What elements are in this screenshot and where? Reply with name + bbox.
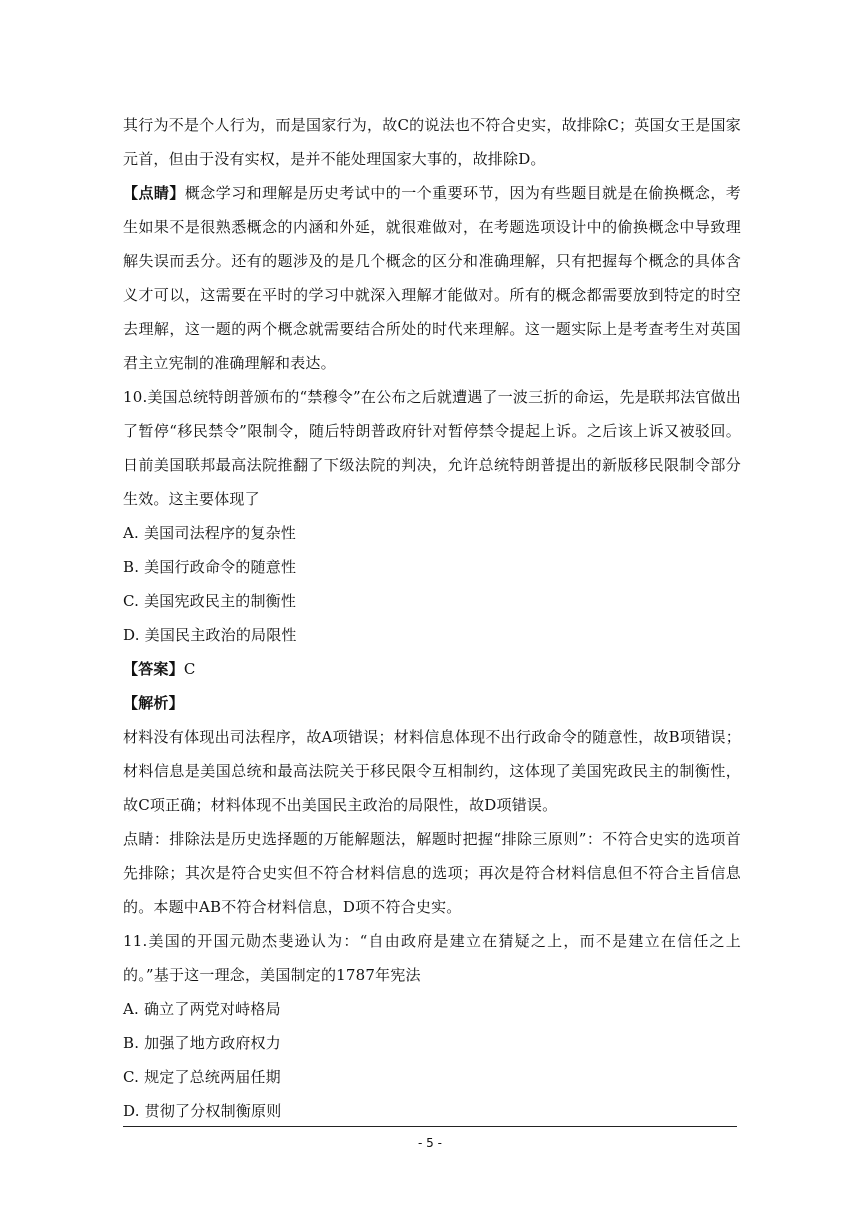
question-11-stem: 11.美国的开国元勋杰斐逊认为：“自由政府是建立在猜疑之上，而不是建立在信任之上的。”基于这一理念，美国制定的1787年宪法 xyxy=(123,932,741,984)
question-10-analysis: 材料没有体现出司法程序，故A项错误；材料信息体现不出行政命令的随意性，故B项错误；材料信息是美国总统和最高法院关于移民限令互相制约，这体现了美国宪政民主的制衡性，故C项正确；材料体现不出美国民主政治的局限性，故D项错误。 xyxy=(123,728,741,814)
analysis-label: 【解析】 xyxy=(123,694,184,712)
tip-label: 【点睛】 xyxy=(123,184,185,202)
page-number: - 5 - xyxy=(418,1136,442,1150)
footer-divider xyxy=(123,1126,737,1127)
question-10-tip: 点睛：排除法是历史选择题的万能解题法，解题时把握“排除三原则”：不符合史实的选项首先排除；其次是符合史实但不符合材料信息的选项；再次是符合材料信息但不符合主旨信息的。本题中AB不符合材料信息，D项不符合史实。 xyxy=(123,830,741,916)
question-10-option-c: C. 美国宪政民主的制衡性 xyxy=(123,592,297,610)
answer-value: C xyxy=(183,660,196,678)
question-10-option-a: A. 美国司法程序的复杂性 xyxy=(123,524,296,542)
page-content xyxy=(123,108,741,1128)
tip-paragraph xyxy=(123,176,741,380)
question-10-stem: 10.美国总统特朗普颁布的“禁穆令”在公布之后就遭遇了一波三折的命运，先是联邦法官做出了暂停“移民禁令”限制令，随后特朗普政府针对暂停禁令提起上诉。之后该上诉又被驳回。日前美国联邦最高法院推翻了下级法院的判决，允许总统特朗普提出的新版移民限制令部分生效。这主要体现了 xyxy=(123,388,741,508)
answer-label: 【答案】 xyxy=(123,660,184,678)
question-11-option-c: C. 规定了总统两届任期 xyxy=(123,1068,281,1086)
question-11-option-b: B. 加强了地方政府权力 xyxy=(123,1034,281,1052)
question-10-option-d: D. 美国民主政治的局限性 xyxy=(123,626,297,644)
tip-text: 概念学习和理解是历史考试中的一个重要环节，因为有些题目就是在偷换概念，考生如果不是很熟悉概念的内涵和外延，就很难做对，在考题选项设计中的偷换概念中导致理解失误而丢分。还有的题涉及的是几个概念的区分和准确理解，只有把握每个概念的具体含义才可以，这需要在平时的学习中就深入理解才能做对。所有的概念都需要放到特定的时空去理解，这一题的两个概念就需要结合所处的时代来理解。这一题实际上是考查考生对英国君主立宪制的准确理解和表达。 xyxy=(123,184,741,372)
question-10-answer xyxy=(123,652,741,686)
analysis-continuation: 其行为不是个人行为，而是国家行为，故C的说法也不符合史实，故排除C；英国女王是国家元首，但由于没有实权，是并不能处理国家大事的，故排除D。 xyxy=(123,116,741,168)
question-11-option-a: A. 确立了两党对峙格局 xyxy=(123,1000,281,1018)
question-10-option-b: B. 美国行政命令的随意性 xyxy=(123,558,297,576)
question-11-option-d: D. 贯彻了分权制衡原则 xyxy=(123,1102,282,1120)
